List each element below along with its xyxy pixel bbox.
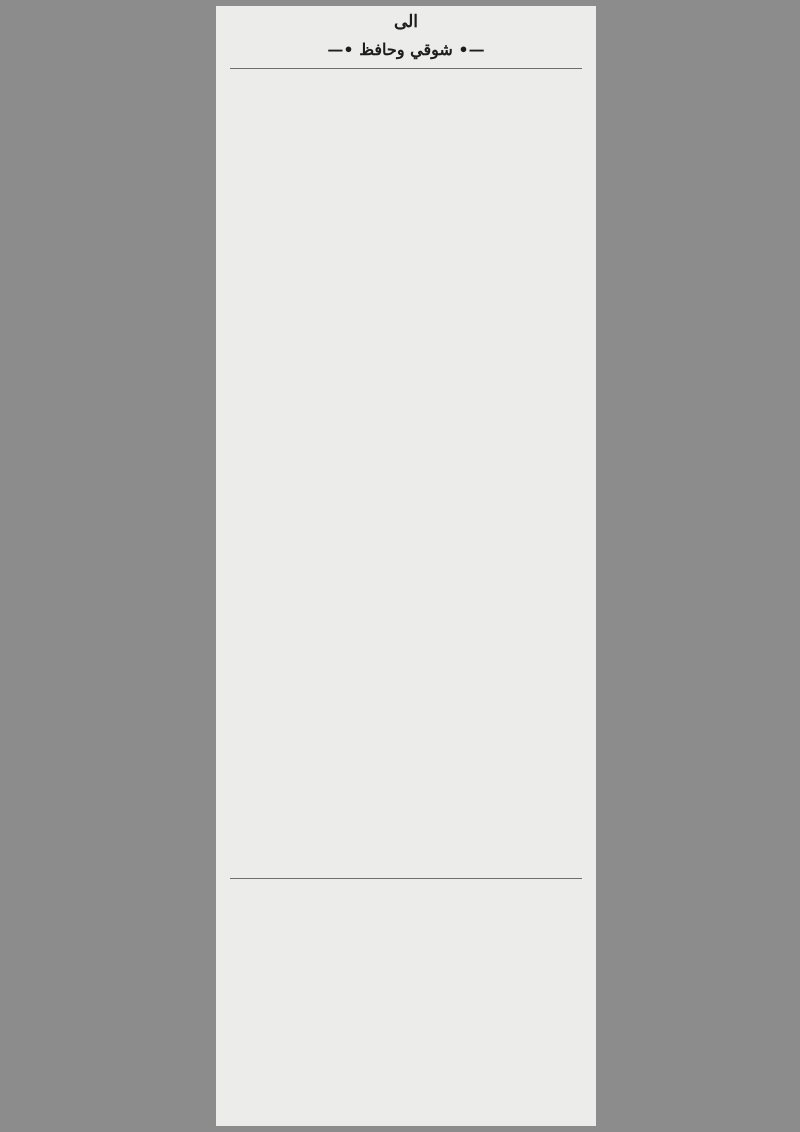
newspaper-page xyxy=(216,6,596,1126)
poem-dedication: الى xyxy=(393,12,419,32)
poem-title: —• شوقي وحافظ •— xyxy=(327,40,485,59)
section-divider xyxy=(230,878,582,879)
title-rule xyxy=(230,68,582,69)
